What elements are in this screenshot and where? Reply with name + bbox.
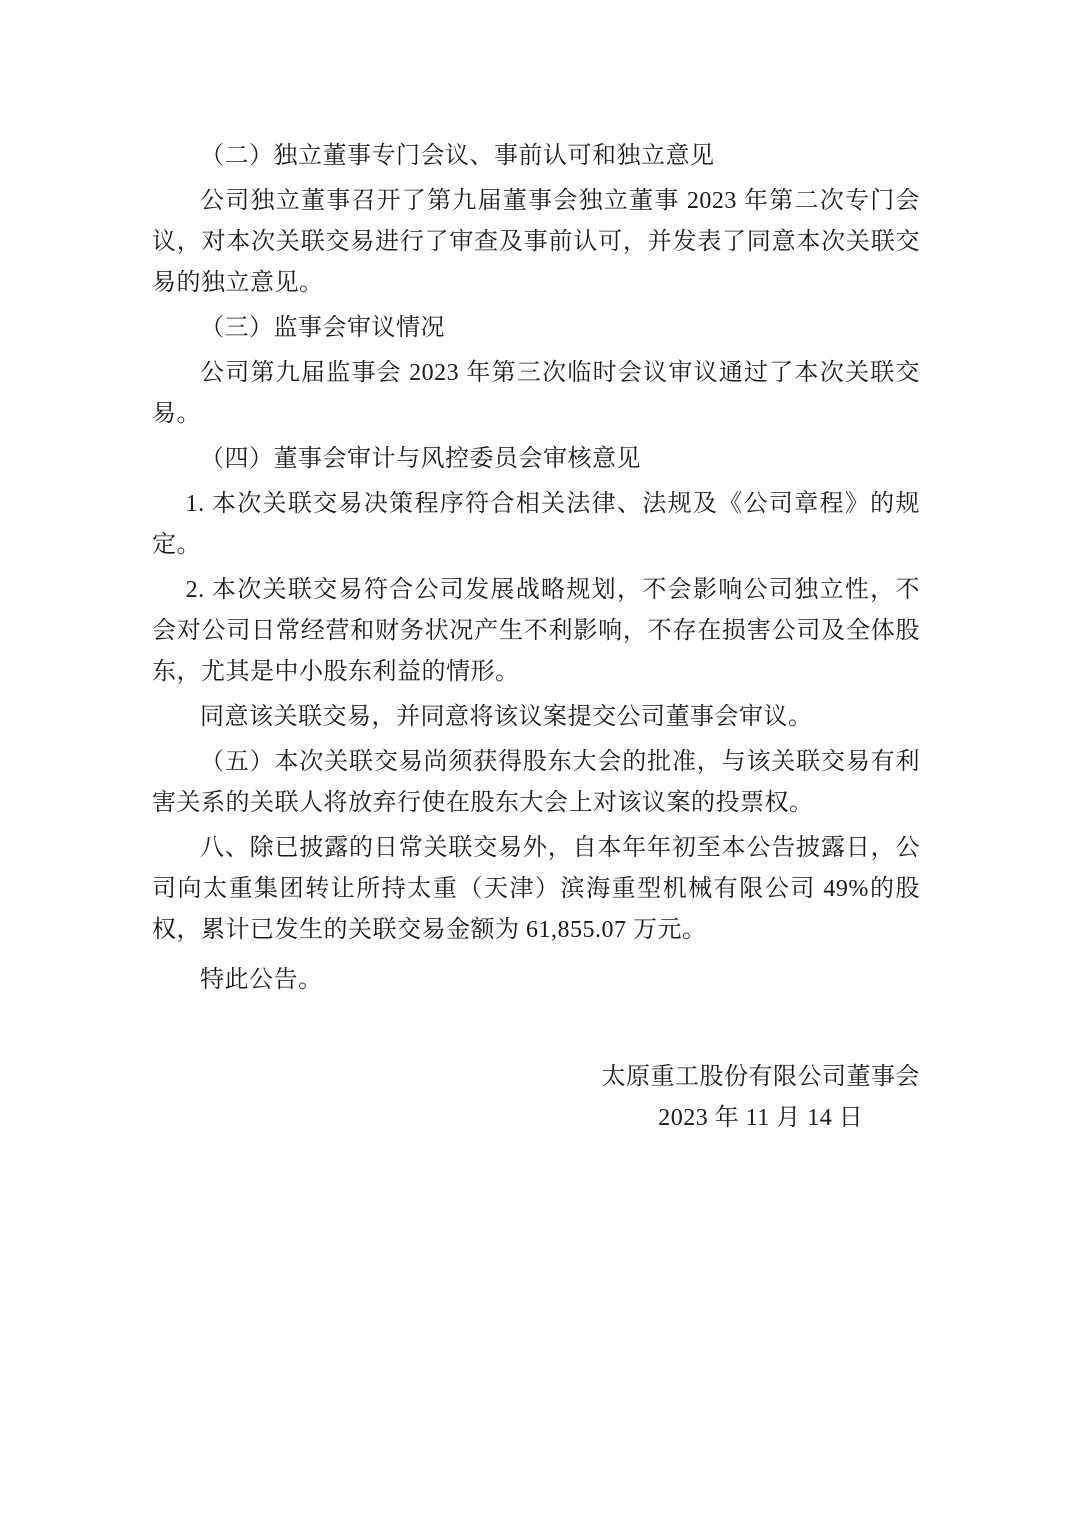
signature-company-board: 太原重工股份有限公司董事会 bbox=[601, 1064, 920, 1090]
heading-section-2-independent-directors: （二）独立董事专门会议、事前认可和独立意见 bbox=[200, 143, 715, 169]
para-closing-announcement: 特此公告。 bbox=[200, 967, 323, 993]
para-audit-committee-agreement: 同意该关联交易，并同意将该议案提交公司董事会审议。 bbox=[200, 704, 813, 730]
para-audit-opinion-item-2: 2. 本次关联交易符合公司发展战略规划，不会影响公司独立性，不会对公司日常经营和财务状况产生不利影响，不存在损害公司及全体股东，尤其是中小股东利益的情形。 bbox=[152, 577, 920, 685]
document-content bbox=[152, 136, 920, 1139]
signature-block bbox=[602, 1057, 921, 1139]
heading-section-3-supervisory-board: （三）监事会审议情况 bbox=[200, 315, 445, 341]
para-section-5-shareholder-approval: （五）本次关联交易尚须获得股东大会的批准，与该关联交易有利害关系的关联人将放弃行使在股东大会上对该议案的投票权。 bbox=[152, 749, 920, 816]
para-section-8-cumulative-transactions: 八、除已披露的日常关联交易外，自本年年初至本公告披露日，公司向太重集团转让所持太重（天津）滨海重型机械有限公司 49%的股权，累计已发生的关联交易金额为 61,855.07 万元。 bbox=[152, 835, 920, 943]
para-supervisory-board-approval: 公司第九届监事会 2023 年第三次临时会议审议通过了本次关联交易。 bbox=[152, 360, 920, 427]
para-audit-opinion-item-1: 1. 本次关联交易决策程序符合相关法律、法规及《公司章程》的规定。 bbox=[152, 491, 920, 558]
para-independent-directors-meeting: 公司独立董事召开了第九届董事会独立董事 2023 年第二次专门会议，对本次关联交易进行了审查及事前认可，并发表了同意本次关联交易的独立意见。 bbox=[152, 188, 920, 296]
heading-section-4-audit-committee: （四）董事会审计与风控委员会审核意见 bbox=[200, 446, 641, 472]
signature-date: 2023 年 11 月 14 日 bbox=[658, 1105, 864, 1131]
